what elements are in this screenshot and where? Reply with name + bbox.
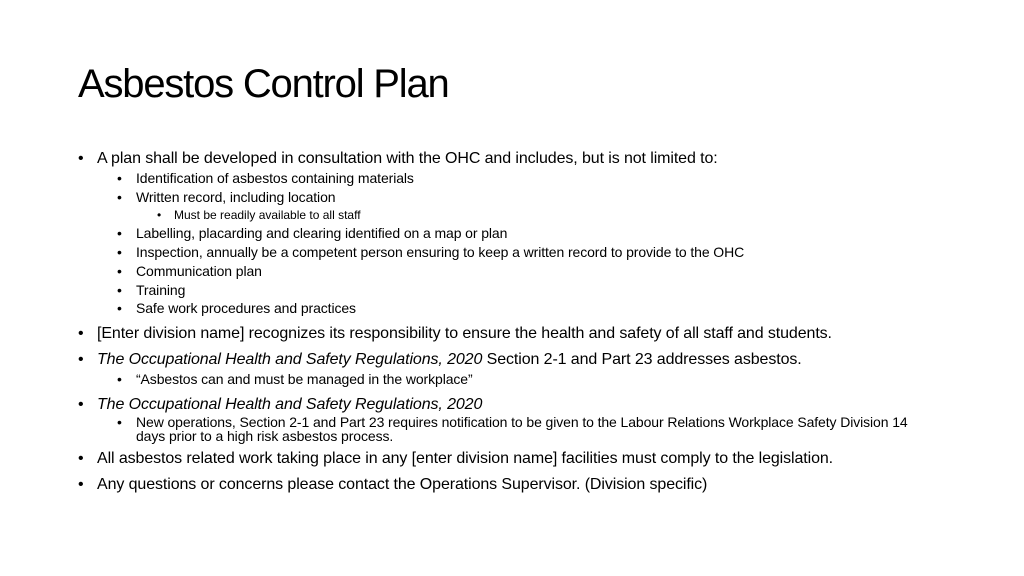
bullet-text: Any questions or concerns please contact the Operations Supervisor. (Division specific) [97,475,708,493]
bullet-text: Must be readily available to all staff [174,208,361,223]
bullet-text: “Asbestos can and must be managed in the workplace” [136,370,473,387]
bullet-icon: • [117,262,122,279]
bullet-icon: • [117,370,122,387]
sub-bullet-item [78,169,978,188]
bullet-icon: • [78,150,84,167]
bullet-icon: • [117,300,122,317]
bullet-icon: • [117,244,122,261]
bullet-text: Written record, including location [136,188,336,205]
bullet-text: Inspection, annually be a competent person ensuring to keep a written record to provide to the OHC [136,244,745,261]
bullet-icon: • [78,475,84,493]
sub-bullet-item [78,281,978,300]
sub-bullet-item [78,370,978,389]
bullet-icon: • [78,350,84,368]
bullet-text: Training [136,281,186,298]
bullet-icon: • [117,413,122,430]
bullet-text: Identification of asbestos containing materials [136,170,414,186]
bullet-icon: • [78,449,84,467]
bullet-list [78,148,978,495]
bullet-text: Labelling, placarding and clearing identified on a map or plan [136,225,508,242]
sub-bullet-item [78,224,978,243]
bullet-item [78,349,978,370]
sub-sub-bullet-item [78,206,978,224]
bullet-icon: • [157,208,162,223]
bullet-text: Communication plan [136,262,262,279]
bullet-text: [Enter division name] recognizes its responsibility to ensure the health and safety of all staff and students. [97,324,832,342]
bullet-text: New operations, Section 2-1 and Part 23 requires notification to be given to the Labour Relations Workplace Safety Division 14 days prior to a high risk asbestos process. [136,413,908,444]
bullet-item [78,148,978,169]
bullet-item [78,323,978,344]
bullet-icon: • [78,395,84,413]
sub-bullet-item [78,262,978,281]
bullet-text: A plan shall be developed in consultation with the OHC and includes, but is not limited to: [97,150,718,167]
sub-bullet-item [78,299,978,318]
bullet-icon: • [117,225,122,242]
bullet-text: All asbestos related work taking place in any [enter division name] facilities must comply to the legislation. [97,449,834,467]
sub-bullet-item [78,243,978,262]
regulation-title: The Occupational Health and Safety Regulations, 2020 [97,395,483,413]
bullet-item [78,474,978,495]
regulation-title: The Occupational Health and Safety Regulations, 2020 [97,350,483,368]
bullet-item [78,394,978,415]
bullet-icon: • [117,170,122,186]
bullet-item [78,448,978,469]
bullet-icon: • [117,281,122,298]
bullet-icon: • [117,188,122,205]
bullet-text: Section 2-1 and Part 23 addresses asbestos. [482,350,802,368]
bullet-icon: • [78,324,84,342]
sub-bullet-item [78,415,936,443]
sub-bullet-item [78,188,978,207]
slide-title: Asbestos Control Plan [78,62,449,106]
bullet-text: Safe work procedures and practices [136,300,356,317]
